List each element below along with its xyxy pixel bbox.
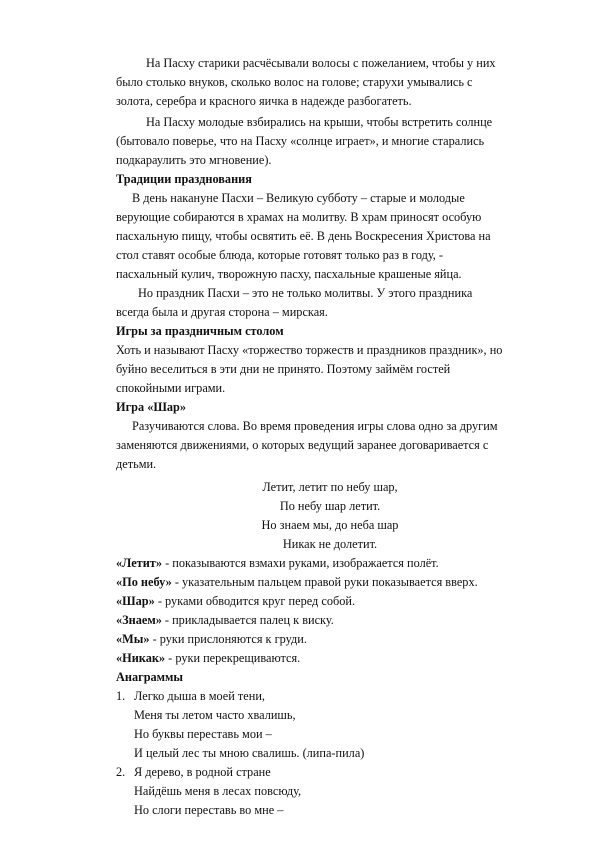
paragraph-line: На Пасху молодые взбирались на крыши, чтобы встретить солнце [146,115,493,129]
anagram-line: Но слоги переставь во мне – [134,803,284,817]
anagram-line: Легко дыша в моей тени, [134,689,265,703]
move-item [116,650,300,667]
paragraph-line: верующие собираются в храмах на молитву. В храм приносят особую [116,210,482,224]
paragraph-line: золота, серебра и красного яичка в надежде разбогатеть. [116,94,412,108]
section-heading: Игра «Шар» [116,400,186,414]
move-word: «Летит» [116,556,162,570]
list-number: 1. [116,689,126,703]
anagram-line: Меня ты летом часто хвалишь, [134,708,296,722]
anagram-line: Но буквы переставь мои – [134,727,272,741]
paragraph-line: стол ставят особые блюда, которые готовят только раз в году, - [116,248,444,262]
anagram-line: Я дерево, в родной стране [134,765,271,779]
section-heading: Игры за праздничным столом [116,324,284,338]
poem-line: По небу шар летит. [279,499,381,513]
paragraph-line: спокойными играми. [116,381,226,395]
move-text: - указательным пальцем правой руки показывается вверх. [171,575,478,589]
move-item [116,612,334,629]
move-text: - руками обводится круг перед собой. [154,594,356,608]
section-heading: Традиции празднования [116,172,252,186]
poem-line: Летит, летит по небу шар, [262,480,398,494]
poem-line: Никак не долетит. [282,537,378,551]
move-item [116,555,439,572]
move-word: «По небу» [116,575,172,589]
paragraph-line: Разучиваются слова. Во время проведения игры слова одно за другим [132,419,498,433]
paragraph-line: Хоть и называют Пасху «торжество торжеств и праздников праздник», но [116,343,503,357]
paragraph-line: всегда была и другая сторона – мирская. [116,305,328,319]
anagram-line: И целый лес ты мною свалишь. (липа-пила) [134,746,365,760]
paragraph-line: детьми. [116,457,157,471]
paragraph-line: заменяются движениями, о которых ведущий заранее договаривается с [116,438,489,452]
paragraph-line: пасхальную пищу, чтобы освятить её. В день Воскресения Христова на [116,229,491,243]
move-word: «Шар» [116,594,155,608]
anagram-line: Найдёшь меня в лесах повсюду, [134,784,302,798]
paragraph-line: подкараулить это мгновение). [116,153,272,167]
move-word: «Мы» [116,632,150,646]
paragraph-line: буйно веселиться в эти дни не принято. Поэтому займём гостей [116,362,451,376]
paragraph-line: пасхальный кулич, творожную пасху, пасхальные крашеные яйца. [116,267,462,281]
move-text: - руки перекрещиваются. [165,651,301,665]
paragraph-line: Но праздник Пасхи – это не только молитвы. У этого праздника [138,286,473,300]
section-heading: Анаграммы [116,670,184,684]
move-word: «Никак» [116,651,166,665]
poem-line: Но знаем мы, до неба шар [261,518,399,532]
move-item [116,631,307,648]
paragraph-line: На Пасху старики расчёсывали волосы с пожеланием, чтобы у них [146,56,496,70]
paragraph-line: (бытовало поверье, что на Пасху «солнце играет», и многие старались [116,134,485,148]
move-text: - руки прислоняются к груди. [149,632,307,646]
move-item [116,593,355,610]
paragraph-line: было столько внуков, сколько волос на голове; старухи умывались с [116,75,473,89]
move-item [116,574,478,591]
paragraph-line: В день накануне Пасхи – Великую субботу – старые и молодые [132,191,465,205]
list-number: 2. [116,765,126,779]
move-word: «Знаем» [116,613,162,627]
move-text: - показываются взмахи руками, изображается полёт. [162,556,439,570]
move-text: - прикладывается палец к виску. [161,613,334,627]
